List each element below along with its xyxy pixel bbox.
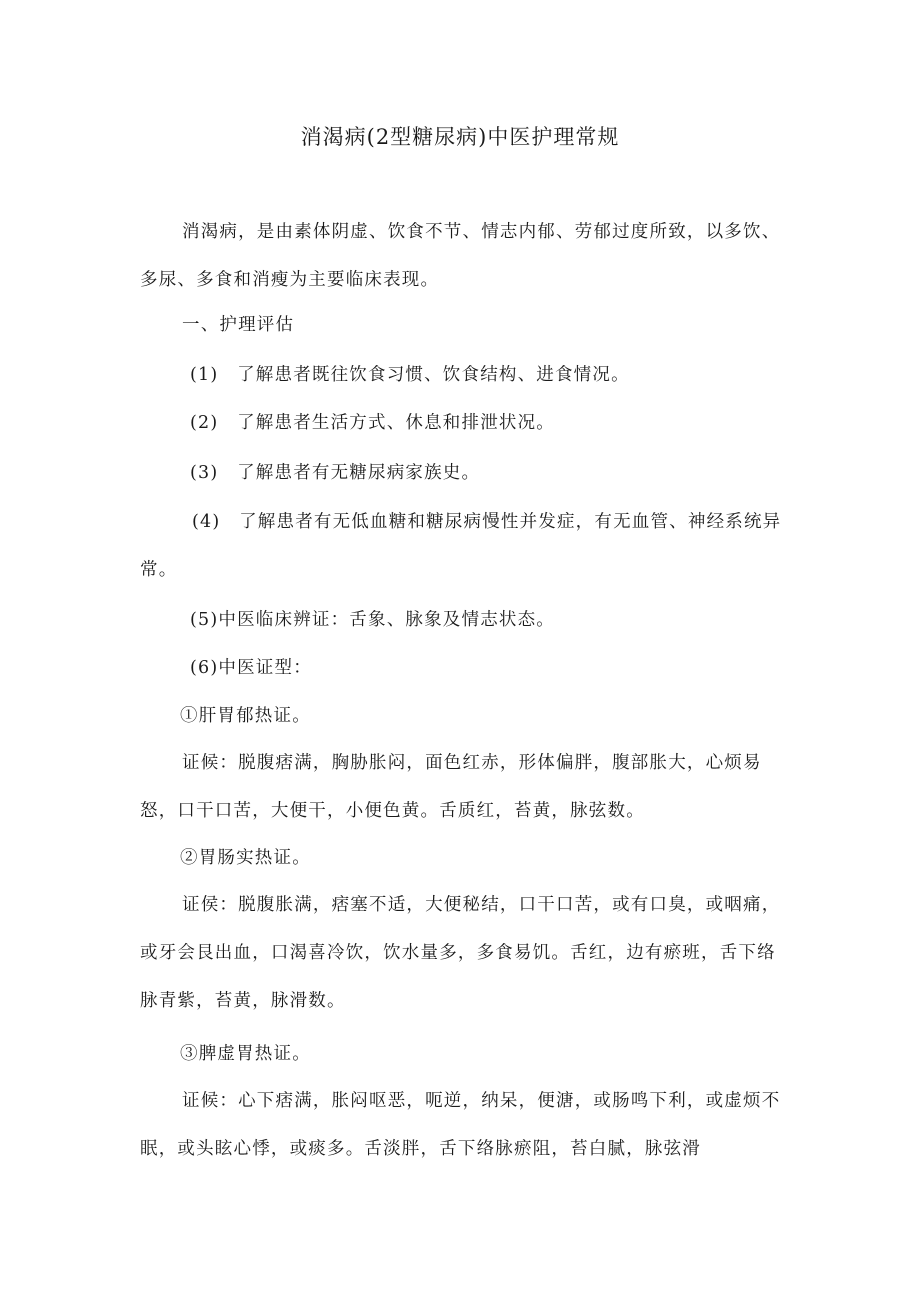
page-title: 消渴病(2型糖尿病)中医护理常规 bbox=[300, 125, 620, 149]
syndrome-type-1-heading: ①肝胃郁热证。 bbox=[180, 706, 311, 726]
assessment-item-6: (6)中医证型： bbox=[190, 658, 312, 678]
assessment-item-5: (5)中医临床辨证：舌象、脉象及情志状态。 bbox=[190, 610, 555, 630]
syndrome-type-1-text: 证候：脱腹痞满，胸胁胀闷，面色红赤，形体偏胖，腹部胀大，心烦易怒，口干口苦，大便干，小便色黄。舌质红，苔黄，脉弦数。 bbox=[140, 753, 762, 821]
assessment-item-2: (2) 了解患者生活方式、休息和排泄状况。 bbox=[190, 413, 555, 433]
intro-paragraph: 消渴病，是由素体阴虚、饮食不节、情志内郁、劳郁过度所致，以多饮、多尿、多食和消瘦为主要临床表现。 bbox=[140, 222, 781, 290]
syndrome-type-2-text: 证侯：脱腹胀满，痞塞不适，大便秘结，口干口苦，或有口臭，或咽痛，或牙会艮出血，口渴喜冷饮，饮水量多，多食易饥。舌红，边有瘀班，舌下络脉青紫，苔黄，脉滑数。 bbox=[140, 895, 781, 1011]
section-heading-nursing-assessment: 一、护理评估 bbox=[182, 315, 295, 335]
assessment-item-3: (3) 了解患者有无糖尿病家族史。 bbox=[190, 463, 481, 483]
assessment-item-1: (1) 了解患者既往饮食习惯、饮食结构、进食情况。 bbox=[190, 365, 630, 385]
syndrome-type-2-heading: ②胃肠实热证。 bbox=[180, 848, 311, 868]
assessment-item-4: (4) 了解患者有无低血糖和糖尿病慢性并发症，有无血管、神经系统异常。 bbox=[140, 512, 782, 580]
syndrome-type-3-heading: ③脾虚胃热证。 bbox=[180, 1044, 311, 1064]
syndrome-type-3-text: 证候：心下痞满，胀闷呕恶，呃逆，纳呆，便溏，或肠鸣下利，或虚烦不眠，或头眩心悸，或痰多。舌淡胖，舌下络脉瘀阻，苔白腻，脉弦滑 bbox=[140, 1091, 781, 1159]
